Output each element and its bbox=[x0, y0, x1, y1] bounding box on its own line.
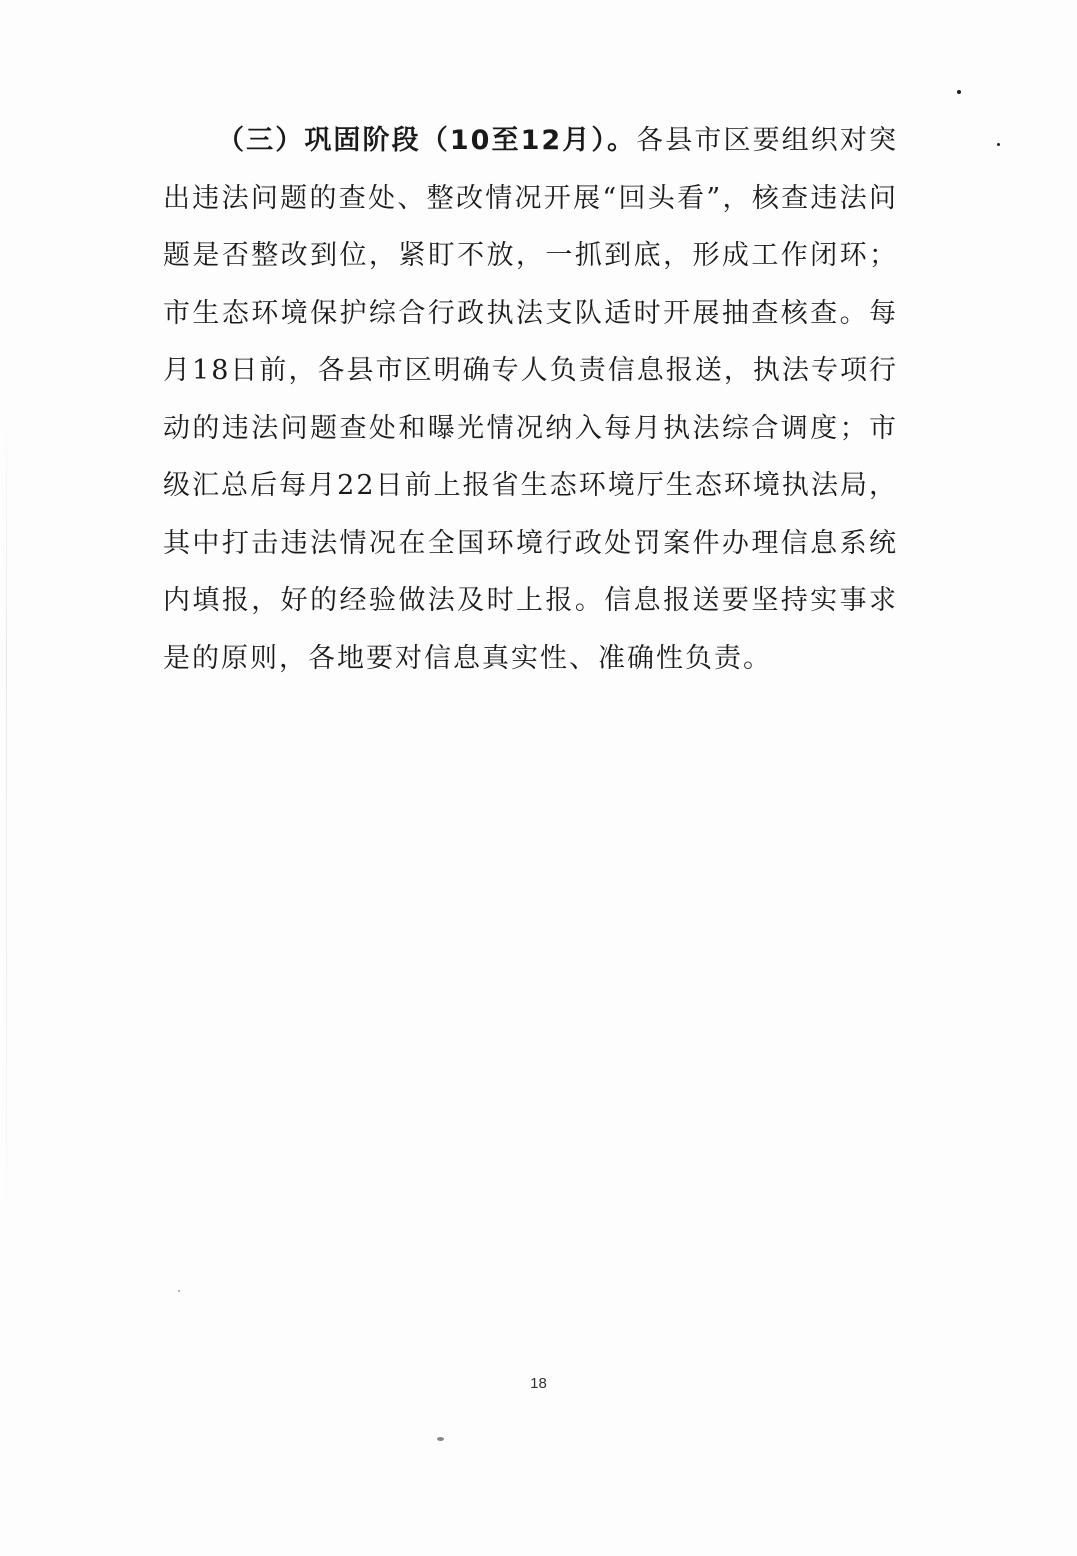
paragraph-text: 各县市区要组织对突出违法问题的查处、整改情况开展“回头看”，核查违法问题是否整改到位，紧盯不放，一抓到底，形成工作闭环；市生态环境保护综合行政执法支队适时开展抽查核查。每月18日前，各县市区明确专人负责信息报送，执法专项行动的违法问题查处和曝光情况纳入每月执法综合调度；市级汇总后每月22日前上报省生态环境厅生态环境执法局，其中打击违法情况在全国环境行政处罚案件办理信息系统内填报，好的经验做法及时上报。信息报送要坚持实事求是的原则，各地要对信息真实性、准确性负责。 bbox=[163, 125, 898, 674]
scan-edge-shadow bbox=[6, 380, 7, 1280]
page-number: 18 bbox=[530, 1375, 547, 1392]
body-paragraph bbox=[163, 112, 898, 687]
scan-speck bbox=[437, 1437, 444, 1441]
scan-speck bbox=[178, 1290, 180, 1292]
scan-speck bbox=[997, 143, 1000, 146]
section-heading: （三）巩固阶段（10至12月）。 bbox=[217, 125, 637, 156]
scan-speck bbox=[957, 90, 961, 94]
